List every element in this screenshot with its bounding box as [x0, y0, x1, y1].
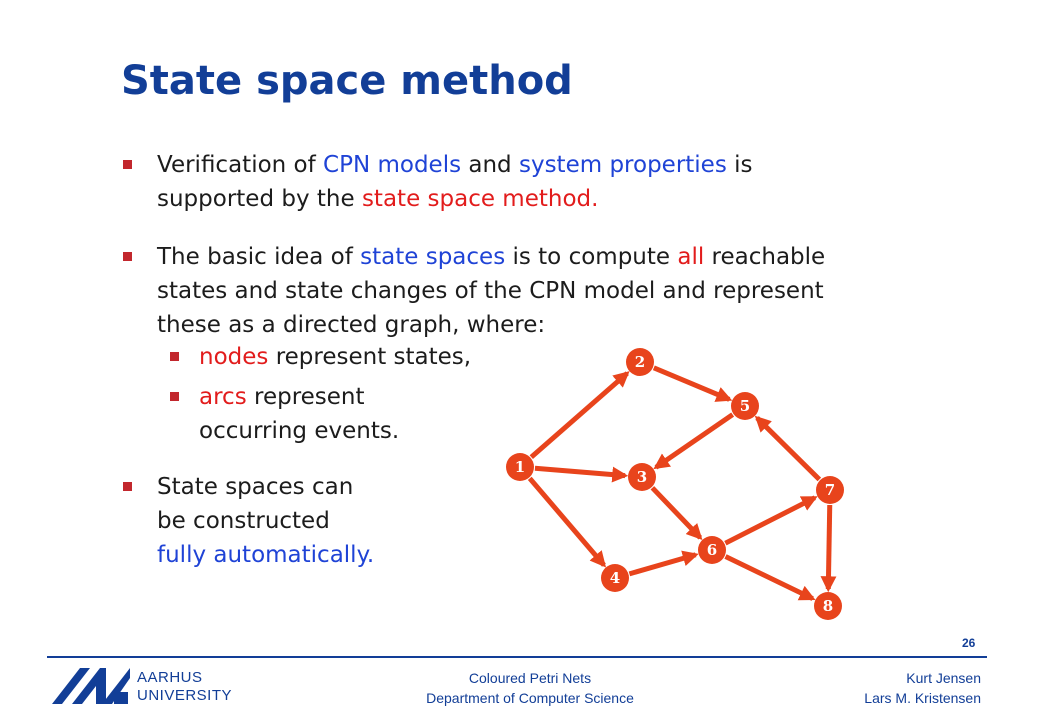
slide-title: State space method — [121, 58, 573, 104]
highlight-system-properties: system properties — [518, 152, 727, 178]
graph-node-label: 2 — [634, 353, 646, 371]
university-logo-icon — [50, 666, 130, 706]
author-2: Lars M. Kristensen — [864, 690, 981, 706]
graph-arc-6-7 — [725, 498, 814, 543]
graph-arc-2-5 — [654, 368, 729, 400]
text-run: supported by the — [157, 186, 362, 212]
graph-arc-1-2 — [531, 373, 627, 457]
graph-arc-7-5 — [757, 418, 819, 480]
university-name-line-2: UNIVERSITY — [137, 687, 233, 704]
graph-node-label: 4 — [609, 569, 621, 587]
graph-node-label: 6 — [706, 541, 718, 559]
graph-arc-1-4 — [530, 478, 604, 565]
text-run: represent — [246, 384, 365, 410]
highlight-state-spaces: state spaces — [360, 244, 506, 270]
graph-node-label: 7 — [824, 481, 836, 499]
graph-node-6 — [698, 536, 726, 564]
text-run: is to compute — [505, 244, 678, 270]
graph-arc-7-8 — [828, 505, 829, 589]
course-info — [400, 668, 660, 708]
graph-node-4 — [601, 564, 629, 592]
graph-node-8 — [814, 592, 842, 620]
graph-node-1 — [506, 453, 534, 481]
text-run: is — [726, 152, 753, 178]
bullet-2-line-3: these as a directed graph, where: — [157, 312, 546, 338]
text-run: and — [461, 152, 519, 178]
graph-arc-4-6 — [629, 555, 695, 574]
text-run: represent states, — [268, 344, 472, 370]
graph-node-7 — [816, 476, 844, 504]
graph-node-label: 3 — [636, 468, 648, 486]
text-run: The basic idea of — [157, 244, 361, 270]
bullet-3-line-2: be constructed — [157, 508, 330, 534]
university-name-line-1: AARHUS — [137, 669, 203, 686]
graph-node-5 — [731, 392, 759, 420]
highlight-arcs: arcs — [199, 384, 247, 410]
course-title: Coloured Petri Nets — [468, 670, 592, 686]
highlight-nodes: nodes — [199, 344, 269, 370]
text-run: reachable — [704, 244, 826, 270]
graph-arc-6-8 — [726, 557, 813, 599]
highlight-all: all — [677, 244, 705, 270]
author-1: Kurt Jensen — [906, 670, 981, 686]
author-info — [780, 668, 981, 708]
bullet-3-line-1: State spaces can — [157, 474, 354, 500]
graph-node-label: 8 — [822, 597, 834, 615]
footer-divider — [47, 656, 987, 658]
graph-arc-1-3 — [535, 468, 625, 475]
bullet-3-line-3: fully automatically. — [157, 542, 375, 568]
graph-arc-5-3 — [656, 415, 733, 468]
graph-node-3 — [628, 463, 656, 491]
graph-arc-3-6 — [652, 488, 700, 538]
graph-node-label: 5 — [739, 397, 751, 415]
page-number: 26 — [962, 636, 976, 650]
bullet-2-line-2: states and state changes of the CPN model and represent — [157, 278, 824, 304]
university-name — [137, 669, 232, 705]
graph-node-label: 1 — [514, 458, 526, 476]
text-run: Verification of — [157, 152, 324, 178]
highlight-state-space-method: state space method. — [361, 186, 599, 212]
graph-node-2 — [626, 348, 654, 376]
sub-bullet-arcs-line-2: occurring events. — [199, 418, 400, 444]
department-name: Department of Computer Science — [426, 690, 634, 706]
highlight-cpn-models: CPN models — [323, 152, 462, 178]
